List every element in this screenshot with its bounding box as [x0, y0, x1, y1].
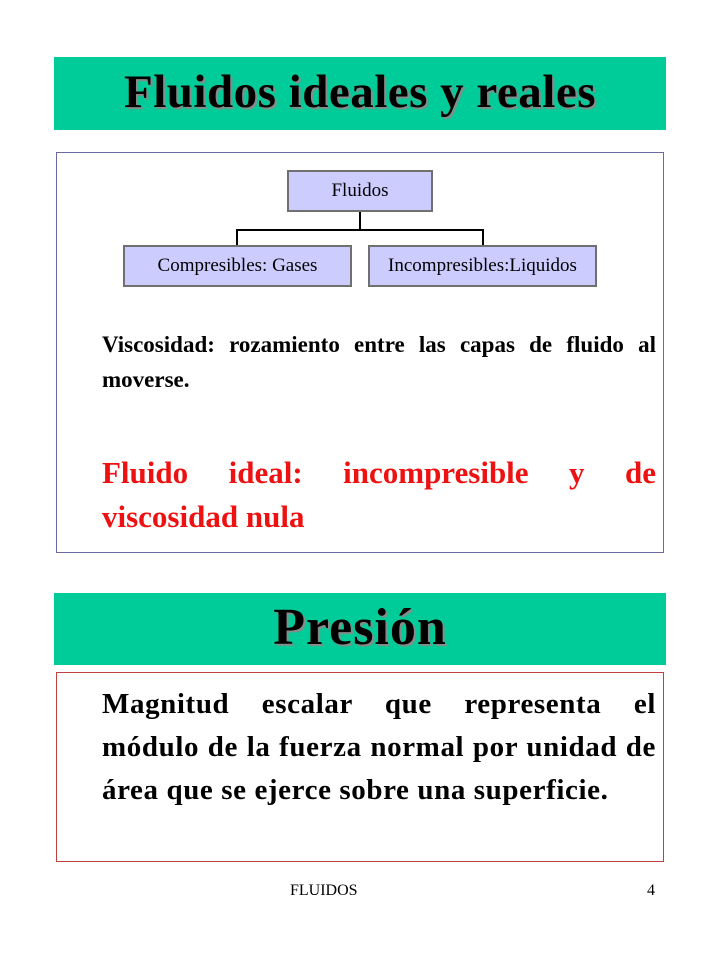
footer-label: FLUIDOS — [290, 882, 358, 899]
connector-line — [236, 229, 238, 246]
ideal-fluid-definition: Fluido ideal: incompresible y de viscosidad nula — [102, 455, 656, 534]
connector-line — [359, 212, 361, 230]
pressure-definition: Magnitud escalar que representa el módulo de la fuerza normal por unidad de área que se ejerce sobre una superficie. — [102, 688, 656, 806]
diagram-node-root: Fluidos — [287, 170, 433, 212]
diagram-node-compressible: Compresibles: Gases — [123, 245, 352, 287]
title-banner-pressure — [54, 593, 666, 665]
title-banner — [54, 57, 666, 130]
page-number: 4 — [647, 882, 655, 899]
diagram-node-incompressible: Incompresibles:Liquidos — [368, 245, 597, 287]
viscosity-definition: Viscosidad: rozamiento entre las capas de fluido al moverse. — [102, 332, 656, 392]
section-title-pressure: Presión — [273, 599, 447, 656]
slide-title: Fluidos ideales y reales — [124, 66, 596, 118]
connector-line — [236, 229, 484, 231]
connector-line — [482, 229, 484, 246]
